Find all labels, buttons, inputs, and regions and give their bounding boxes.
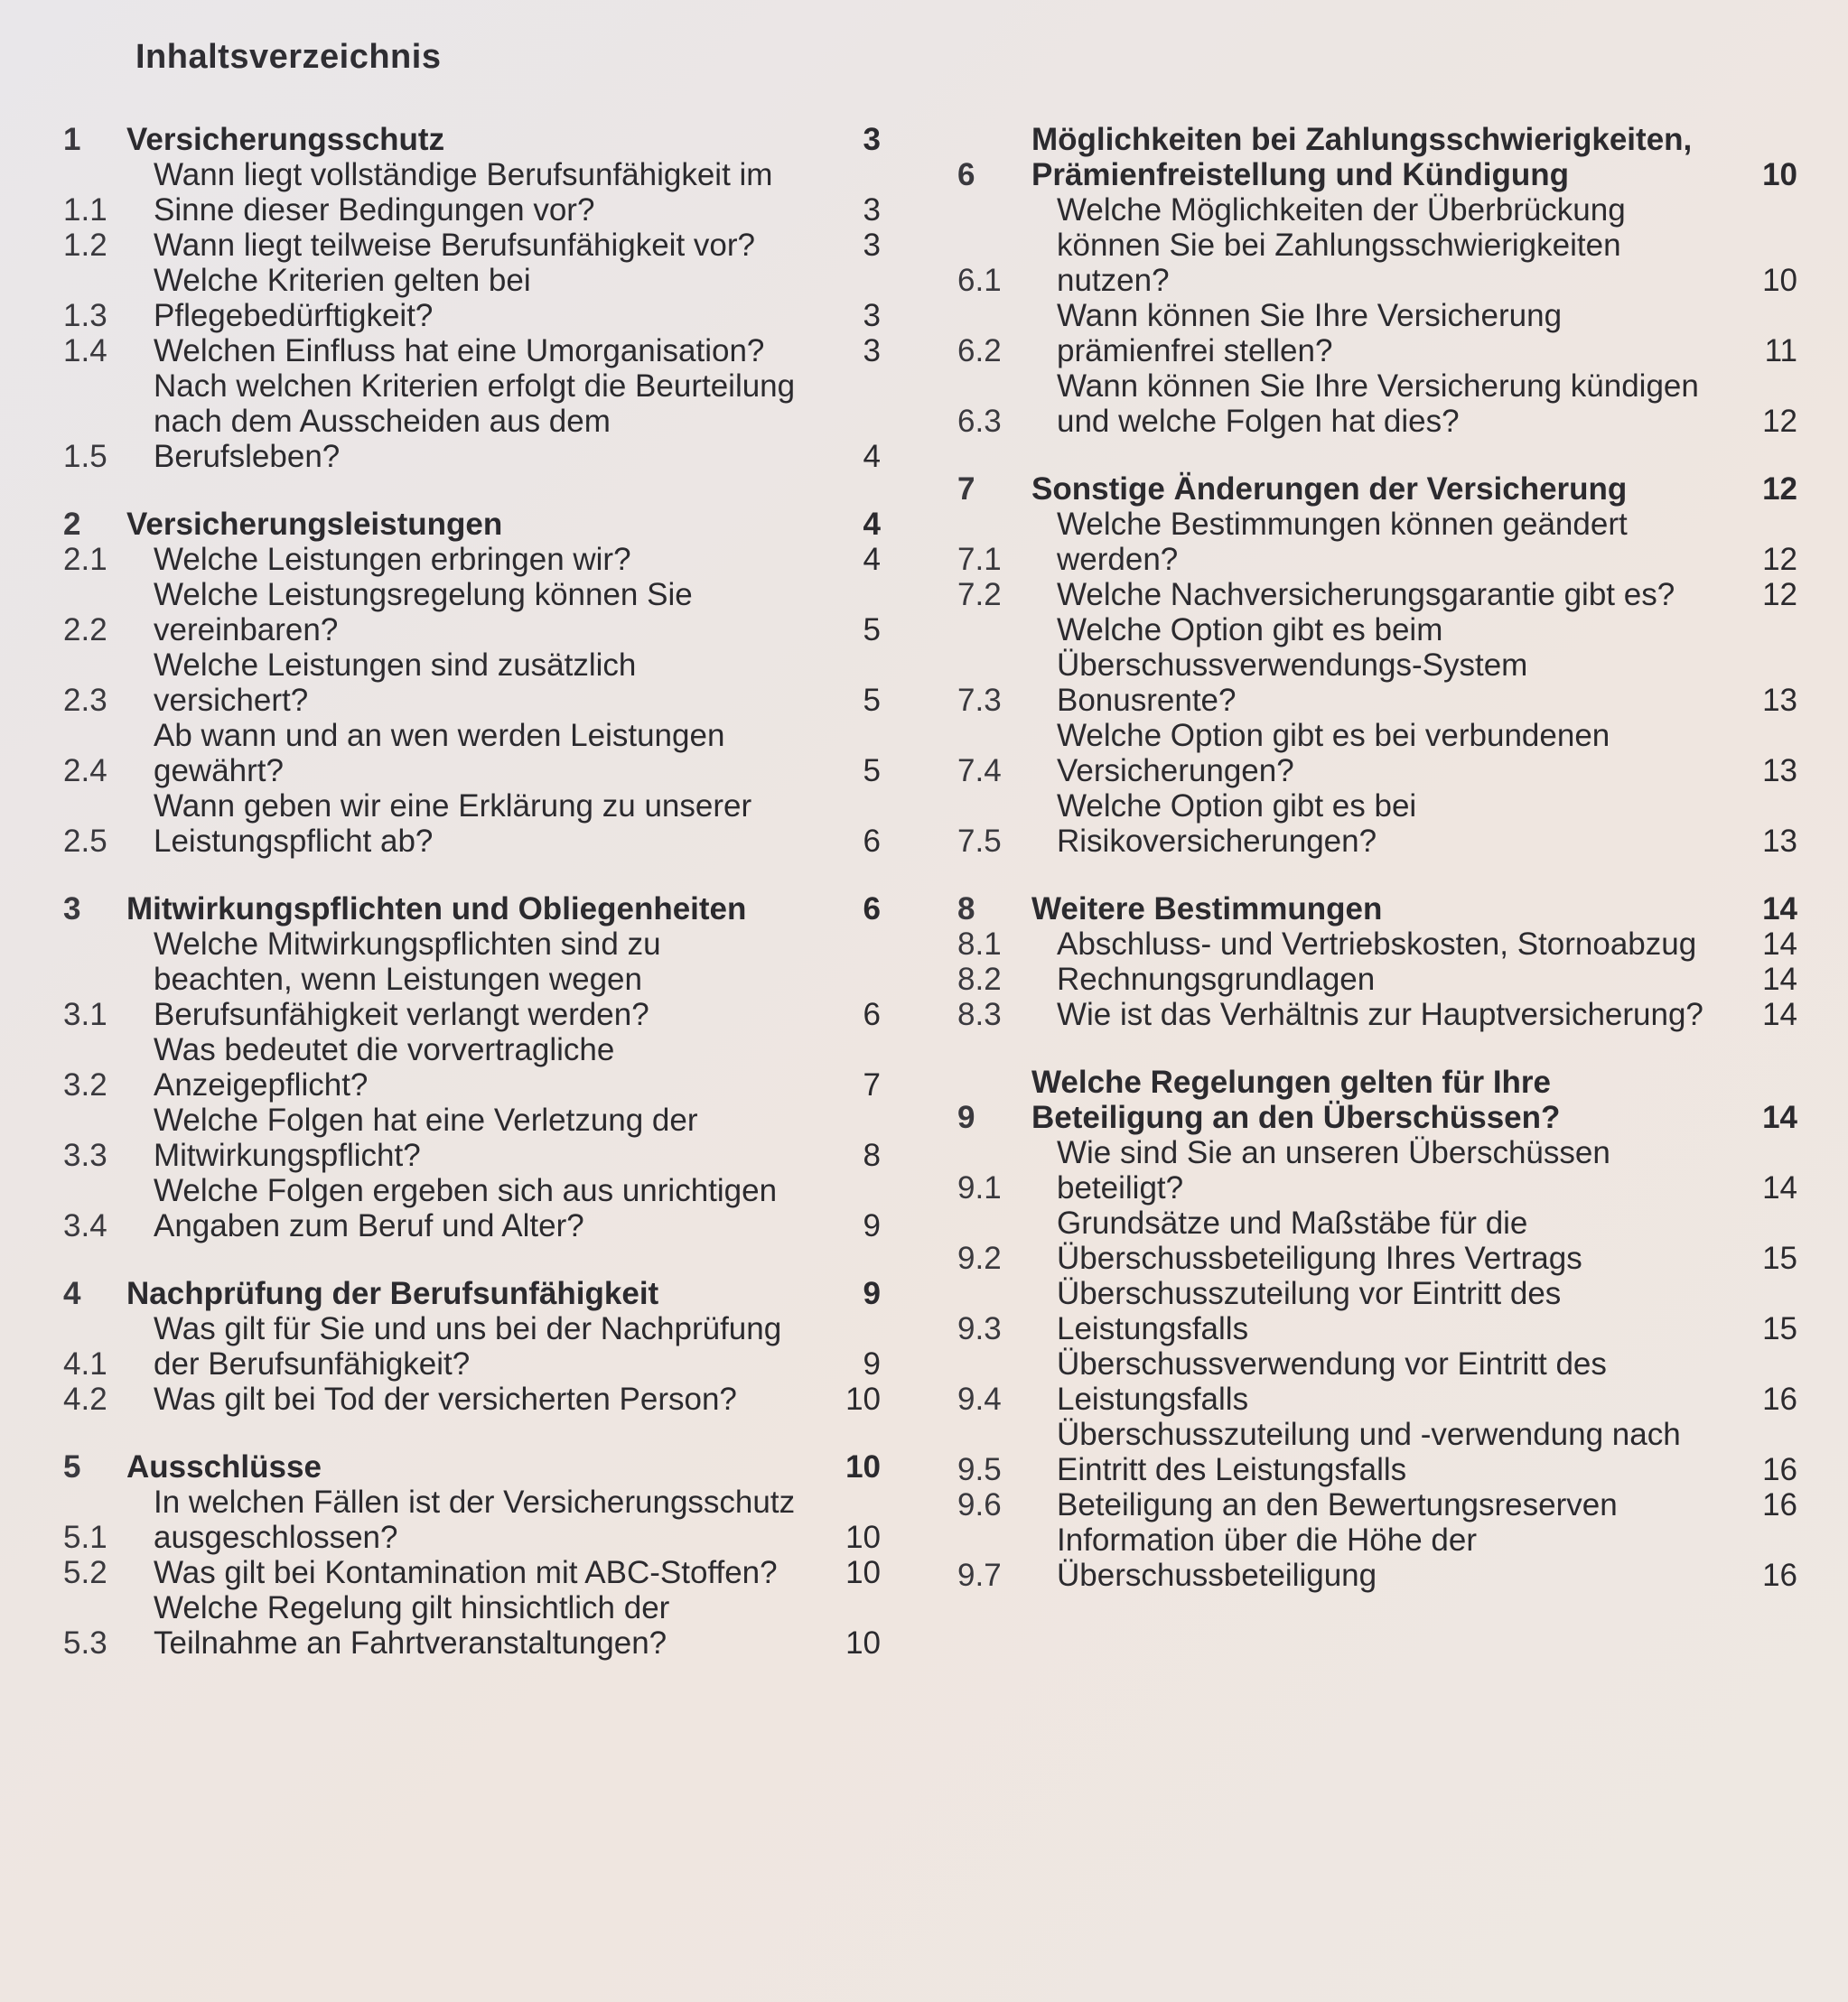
- entry-title: Welche Leistungen sind zusätzlich versichert?: [154, 647, 637, 718]
- entry-number: 7.3: [957, 683, 1002, 718]
- entry-title: Wann liegt teilweise Berufsunfähigkeit vor?: [154, 228, 755, 263]
- section-number: 7: [957, 471, 975, 507]
- toc-entry: [63, 1103, 881, 1173]
- page-number: 6: [863, 891, 881, 927]
- toc-entry: [957, 718, 1797, 788]
- toc-entry: [957, 1522, 1797, 1593]
- entry-title: Wann liegt vollständige Berufsunfähigkeit im Sinne dieser Bedingungen vor?: [154, 157, 773, 228]
- toc-left-column: [63, 122, 881, 1693]
- entry-number: 8.1: [957, 927, 1002, 962]
- toc-entry: [957, 927, 1797, 962]
- entry-number: 8.2: [957, 962, 1002, 997]
- page-number: 10: [1762, 157, 1797, 192]
- entry-title: Überschusszuteilung vor Eintritt des Leistungsfalls: [1057, 1276, 1562, 1346]
- page-number: 14: [1762, 891, 1797, 927]
- page-number: 16: [1762, 1452, 1797, 1487]
- entry-title: Welche Leistungsregelung können Sie vereinbaren?: [154, 577, 693, 647]
- entry-title: Überschussverwendung vor Eintritt des Leistungsfalls: [1057, 1346, 1607, 1417]
- section-title: Weitere Bestimmungen: [1031, 891, 1383, 927]
- entry-number: 1.4: [63, 333, 107, 368]
- entry-number: 6.1: [957, 263, 1002, 298]
- toc-section: [957, 1065, 1797, 1593]
- entry-title: Rechnungsgrundlagen: [1057, 962, 1376, 997]
- page-number: 16: [1762, 1382, 1797, 1417]
- section-number: 4: [63, 1276, 81, 1311]
- toc-entry: [957, 1346, 1797, 1417]
- entry-title: Was gilt für Sie und uns bei der Nachprüfung der Berufsunfähigkeit?: [154, 1311, 782, 1382]
- entry-number: 1.5: [63, 439, 107, 474]
- toc-entry: [63, 577, 881, 647]
- entry-title: Was gilt bei Kontamination mit ABC-Stoffen?: [154, 1555, 778, 1590]
- page-number: 12: [1762, 577, 1797, 612]
- page-number: 13: [1762, 753, 1797, 788]
- entry-title: Welche Option gibt es bei Risikoversicherungen?: [1057, 788, 1417, 859]
- toc-entry: [957, 1487, 1797, 1522]
- entry-title: Welche Kriterien gelten bei Pflegebedürftigkeit?: [154, 263, 531, 333]
- toc-entry: [63, 788, 881, 859]
- toc-section: [63, 122, 881, 474]
- toc-entry: [957, 1276, 1797, 1346]
- page-number: 10: [845, 1449, 881, 1485]
- toc-entry: [957, 507, 1797, 577]
- page-number: 3: [863, 228, 881, 263]
- page-number: 4: [863, 507, 881, 542]
- toc-entry: [957, 612, 1797, 718]
- toc-entry: [63, 1311, 881, 1382]
- page-number: 14: [1762, 1100, 1797, 1135]
- entry-number: 3.2: [63, 1067, 107, 1103]
- page-number: 5: [863, 612, 881, 647]
- toc-entry: [63, 368, 881, 474]
- entry-title: Welchen Einfluss hat eine Umorganisation?: [154, 333, 765, 368]
- entry-number: 7.2: [957, 577, 1002, 612]
- section-number: 3: [63, 891, 81, 927]
- page-number: 16: [1762, 1487, 1797, 1522]
- entry-number: 5.1: [63, 1520, 107, 1555]
- toc-section-heading: [63, 1449, 881, 1485]
- toc-entry: [957, 192, 1797, 298]
- entry-number: 5.2: [63, 1555, 107, 1590]
- entry-number: 9.1: [957, 1170, 1002, 1206]
- entry-title: Wann können Sie Ihre Versicherung prämienfrei stellen?: [1057, 298, 1563, 368]
- toc-section: [957, 122, 1797, 439]
- entry-title: Beteiligung an den Bewertungsreserven: [1057, 1487, 1618, 1522]
- section-title: Welche Regelungen gelten für Ihre Beteiligung an den Überschüssen?: [1031, 1065, 1561, 1135]
- page-number: 10: [845, 1382, 881, 1417]
- page-number: 13: [1762, 824, 1797, 859]
- section-number: 2: [63, 507, 81, 542]
- entry-title: Wie ist das Verhältnis zur Hauptversicherung?: [1057, 997, 1703, 1032]
- entry-number: 3.4: [63, 1208, 107, 1243]
- toc-entry: [957, 1135, 1797, 1206]
- page-number: 9: [863, 1208, 881, 1243]
- section-number: 6: [957, 157, 975, 192]
- page-number: 10: [845, 1625, 881, 1661]
- page-number: 7: [863, 1067, 881, 1103]
- entry-number: 4.2: [63, 1382, 107, 1417]
- entry-number: 9.3: [957, 1311, 1002, 1346]
- page-number: 12: [1762, 404, 1797, 439]
- page-number: 9: [863, 1276, 881, 1311]
- page-number: 16: [1762, 1558, 1797, 1593]
- page-number: 3: [863, 298, 881, 333]
- entry-number: 1.1: [63, 192, 107, 228]
- entry-title: Grundsätze und Maßstäbe für die Überschussbeteiligung Ihres Vertrags: [1057, 1206, 1582, 1276]
- toc-entry: [63, 647, 881, 718]
- entry-number: 6.2: [957, 333, 1002, 368]
- section-title: Ausschlüsse: [126, 1449, 322, 1485]
- entry-number: 7.5: [957, 824, 1002, 859]
- entry-number: 8.3: [957, 997, 1002, 1032]
- section-title: Möglichkeiten bei Zahlungsschwierigkeiten, Prämienfreistellung und Kündigung: [1031, 122, 1693, 192]
- entry-number: 3.3: [63, 1138, 107, 1173]
- page-number: 14: [1762, 927, 1797, 962]
- page-number: 5: [863, 683, 881, 718]
- toc-entry: [63, 542, 881, 577]
- toc-section-heading: [957, 1065, 1797, 1135]
- toc-entry: [957, 368, 1797, 439]
- entry-number: 9.2: [957, 1241, 1002, 1276]
- entry-number: 4.1: [63, 1346, 107, 1382]
- entry-number: 9.4: [957, 1382, 1002, 1417]
- entry-number: 5.3: [63, 1625, 107, 1661]
- page-number: 10: [845, 1520, 881, 1555]
- entry-title: Welche Option gibt es beim Überschussverwendungs-System Bonusrente?: [1057, 612, 1528, 718]
- entry-title: Welche Nachversicherungsgarantie gibt es?: [1057, 577, 1675, 612]
- toc-entry: [63, 1382, 881, 1417]
- page-number: 15: [1762, 1311, 1797, 1346]
- entry-title: Welche Option gibt es bei verbundenen Versicherungen?: [1057, 718, 1610, 788]
- toc-section: [63, 1276, 881, 1417]
- page-title: Inhaltsverzeichnis: [135, 38, 442, 76]
- entry-title: Welche Möglichkeiten der Überbrückung können Sie bei Zahlungsschwierigkeiten nutzen?: [1057, 192, 1626, 298]
- entry-title: Ab wann und an wen werden Leistungen gewährt?: [154, 718, 725, 788]
- page-number: 12: [1762, 542, 1797, 577]
- section-number: 1: [63, 122, 81, 157]
- page-number: 6: [863, 824, 881, 859]
- page-number: 4: [863, 439, 881, 474]
- toc-entry: [63, 157, 881, 228]
- section-title: Mitwirkungspflichten und Obliegenheiten: [126, 891, 747, 927]
- section-number: 9: [957, 1100, 975, 1135]
- entry-number: 9.6: [957, 1487, 1002, 1522]
- toc-entry: [957, 577, 1797, 612]
- toc-section-heading: [957, 122, 1797, 192]
- page-number: 12: [1762, 471, 1797, 507]
- entry-title: Information über die Höhe der Überschussbeteiligung: [1057, 1522, 1477, 1593]
- page-number: 4: [863, 542, 881, 577]
- section-number: 5: [63, 1449, 81, 1485]
- entry-number: 6.3: [957, 404, 1002, 439]
- page-number: 10: [845, 1555, 881, 1590]
- page-number: 3: [863, 333, 881, 368]
- section-title: Versicherungsleistungen: [126, 507, 503, 542]
- toc-section-heading: [63, 891, 881, 927]
- toc-section-heading: [63, 122, 881, 157]
- page-number: 9: [863, 1346, 881, 1382]
- entry-title: Abschluss- und Vertriebskosten, Stornoabzug: [1057, 927, 1697, 962]
- entry-title: In welchen Fällen ist der Versicherungsschutz ausgeschlossen?: [154, 1485, 796, 1555]
- toc-entry: [63, 263, 881, 333]
- toc-entry: [63, 1590, 881, 1661]
- toc-entry: [63, 1032, 881, 1103]
- entry-title: Welche Regelung gilt hinsichtlich der Teilnahme an Fahrtveranstaltungen?: [154, 1590, 670, 1661]
- page-number: 10: [1762, 263, 1797, 298]
- toc-section: [957, 471, 1797, 859]
- section-title: Nachprüfung der Berufsunfähigkeit: [126, 1276, 659, 1311]
- toc-entry: [957, 962, 1797, 997]
- section-number: 8: [957, 891, 975, 927]
- page-number: 14: [1762, 997, 1797, 1032]
- page-number: 15: [1762, 1241, 1797, 1276]
- toc-section-heading: [63, 507, 881, 542]
- toc-section-heading: [957, 891, 1797, 927]
- entry-title: Welche Folgen hat eine Verletzung der Mitwirkungspflicht?: [154, 1103, 698, 1173]
- page-number: 13: [1762, 683, 1797, 718]
- entry-title: Nach welchen Kriterien erfolgt die Beurteilung nach dem Ausscheiden aus dem Berufsleben?: [154, 368, 796, 474]
- entry-title: Überschusszuteilung und -verwendung nach Eintritt des Leistungsfalls: [1057, 1417, 1681, 1487]
- entry-number: 1.3: [63, 298, 107, 333]
- page-number: 3: [863, 122, 881, 157]
- entry-title: Welche Bestimmungen können geändert werden?: [1057, 507, 1628, 577]
- page-number: 5: [863, 753, 881, 788]
- toc-entry: [63, 1173, 881, 1243]
- entry-title: Was gilt bei Tod der versicherten Person?: [154, 1382, 737, 1417]
- toc-section: [957, 891, 1797, 1032]
- entry-number: 2.5: [63, 824, 107, 859]
- section-title: Versicherungsschutz: [126, 122, 445, 157]
- toc-entry: [957, 1206, 1797, 1276]
- toc-section: [63, 1449, 881, 1661]
- entry-title: Welche Leistungen erbringen wir?: [154, 542, 631, 577]
- entry-title: Wann können Sie Ihre Versicherung kündigen und welche Folgen hat dies?: [1057, 368, 1699, 439]
- toc-section: [63, 891, 881, 1243]
- toc-entry: [957, 298, 1797, 368]
- entry-number: 2.1: [63, 542, 107, 577]
- entry-number: 9.5: [957, 1452, 1002, 1487]
- page-number: 14: [1762, 962, 1797, 997]
- toc-right-column: [957, 122, 1797, 1625]
- page-number: 14: [1762, 1170, 1797, 1206]
- entry-title: Wie sind Sie an unseren Überschüssen beteiligt?: [1057, 1135, 1610, 1206]
- toc-entry: [63, 718, 881, 788]
- toc-section: [63, 507, 881, 859]
- toc-entry: [63, 1485, 881, 1555]
- toc-entry: [957, 1417, 1797, 1487]
- toc-entry: [63, 228, 881, 263]
- toc-entry: [63, 333, 881, 368]
- toc-section-heading: [63, 1276, 881, 1311]
- entry-title: Wann geben wir eine Erklärung zu unserer Leistungspflicht ab?: [154, 788, 752, 859]
- entry-title: Was bedeutet die vorvertragliche Anzeigepflicht?: [154, 1032, 615, 1103]
- entry-number: 1.2: [63, 228, 107, 263]
- page-number: 3: [863, 192, 881, 228]
- toc-entry: [957, 788, 1797, 859]
- page-number: 8: [863, 1138, 881, 1173]
- entry-number: 2.4: [63, 753, 107, 788]
- entry-number: 2.2: [63, 612, 107, 647]
- entry-title: Welche Folgen ergeben sich aus unrichtigen Angaben zum Beruf und Alter?: [154, 1173, 778, 1243]
- toc-entry: [957, 997, 1797, 1032]
- entry-number: 9.7: [957, 1558, 1002, 1593]
- toc-entry: [63, 1555, 881, 1590]
- toc-section-heading: [957, 471, 1797, 507]
- toc-entry: [63, 927, 881, 1032]
- entry-number: 7.4: [957, 753, 1002, 788]
- entry-number: 3.1: [63, 997, 107, 1032]
- entry-title: Welche Mitwirkungspflichten sind zu beachten, wenn Leistungen wegen Berufsunfähigkeit verlangt werden?: [154, 927, 661, 1032]
- page-number: 6: [863, 997, 881, 1032]
- entry-number: 7.1: [957, 542, 1002, 577]
- section-title: Sonstige Änderungen der Versicherung: [1031, 471, 1628, 507]
- entry-number: 2.3: [63, 683, 107, 718]
- page-number: 11: [1764, 333, 1797, 368]
